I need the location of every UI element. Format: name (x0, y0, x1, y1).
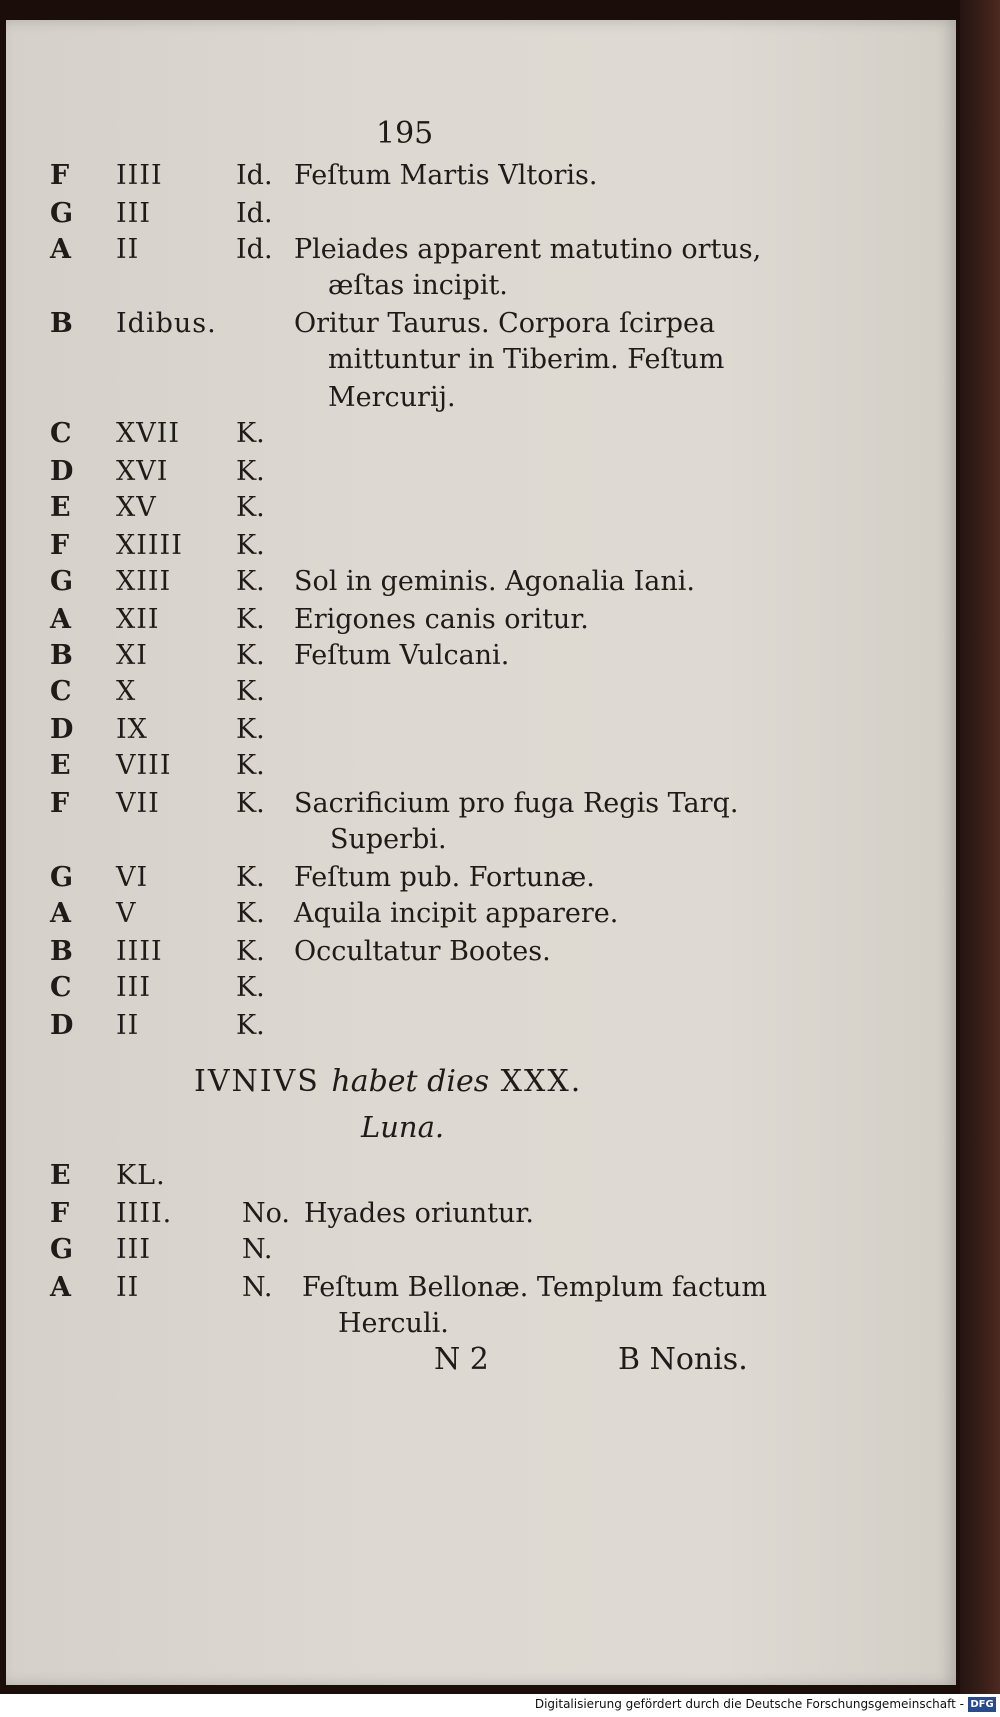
feast-text-continuation: Superbi. (330, 824, 447, 855)
dominical-letter: G (50, 198, 74, 229)
day-mark: K. (236, 640, 265, 671)
dominical-letter: F (50, 160, 70, 191)
day-numeral: III (116, 972, 151, 1003)
feast-text: Feſtum pub. Fortunæ. (294, 862, 595, 893)
day-numeral: XIIII (116, 530, 183, 561)
dominical-letter: G (50, 862, 74, 893)
day-numeral: XI (116, 640, 148, 671)
day-numeral: IIII. (116, 1198, 173, 1229)
dominical-letter: A (50, 898, 71, 929)
day-mark: K. (236, 456, 265, 487)
day-numeral: IIII (116, 160, 163, 191)
day-mark: No. (242, 1198, 290, 1229)
feast-text: Erigones canis oritur. (294, 604, 589, 635)
dfg-logo-icon: DFG (968, 1697, 996, 1712)
feast-text: Feſtum Bellonæ. Templum factum (302, 1272, 767, 1303)
feast-text-continuation: Mercurij. (328, 382, 456, 413)
dominical-letter: E (50, 750, 71, 781)
dominical-letter: C (50, 676, 72, 707)
day-mark: Id. (236, 160, 273, 191)
book-page (6, 20, 956, 1685)
feast-text: Hyades oriuntur. (304, 1198, 534, 1229)
day-mark: K. (236, 418, 265, 449)
feast-text: Sol in geminis. Agonalia Iani. (294, 566, 695, 597)
footer-bar (0, 1694, 1000, 1717)
day-mark: K. (236, 862, 265, 893)
day-mark: K. (236, 972, 265, 1003)
footer-credit: Digitalisierung gefördert durch die Deutsche Forschungsgemeinschaft - (534, 1697, 964, 1711)
signature-mark: N 2 (434, 1342, 489, 1377)
dominical-letter: A (50, 234, 71, 265)
dominical-letter: E (50, 492, 71, 523)
dominical-letter: F (50, 788, 70, 819)
dominical-letter: C (50, 972, 72, 1003)
day-mark: K. (236, 676, 265, 707)
day-numeral: XV (116, 492, 157, 523)
day-mark: K. (236, 788, 265, 819)
day-mark: K. (236, 530, 265, 561)
day-numeral: II (116, 1272, 140, 1303)
day-mark: K. (236, 750, 265, 781)
day-numeral: III (116, 1234, 151, 1265)
feast-text-continuation: æſtas incipit. (328, 270, 508, 301)
day-mark: K. (236, 566, 265, 597)
day-numeral: VIII (116, 750, 172, 781)
month-days: XXX. (500, 1064, 583, 1099)
dominical-letter: A (50, 1272, 71, 1303)
day-mark: N. (242, 1234, 273, 1265)
feast-text: Sacrificium pro fuga Regis Tarq. (294, 788, 739, 819)
day-numeral: IIII (116, 936, 163, 967)
feast-text-continuation: mittuntur in Tiberim. Feſtum (328, 344, 725, 375)
day-numeral: VI (116, 862, 149, 893)
luna-heading: Luna. (361, 1110, 445, 1144)
day-numeral: VII (116, 788, 160, 819)
day-mark: K. (236, 1010, 265, 1041)
day-numeral: V (116, 898, 137, 929)
dominical-letter: B (50, 308, 73, 339)
dominical-letter: A (50, 604, 71, 635)
day-numeral: IX (116, 714, 148, 745)
dominical-letter: F (50, 530, 70, 561)
day-mark: N. (242, 1272, 273, 1303)
day-numeral: XVII (116, 418, 181, 449)
dominical-letter: G (50, 566, 74, 597)
day-numeral: XII (116, 604, 160, 635)
feast-text: Pleiades apparent matutino ortus, (294, 234, 762, 265)
book-edge (960, 0, 1000, 1717)
dominical-letter: D (50, 456, 74, 487)
day-numeral: II (116, 234, 140, 265)
page-number: 195 (376, 116, 434, 151)
month-name: IVNIVS (194, 1064, 320, 1099)
day-mark: K. (236, 604, 265, 635)
dominical-letter: B (50, 936, 73, 967)
day-numeral: III (116, 198, 151, 229)
feast-text: Oritur Taurus. Corpora ſcirpea (294, 308, 716, 339)
dominical-letter: F (50, 1198, 70, 1229)
catchword: B Nonis. (618, 1342, 748, 1377)
dominical-letter: D (50, 714, 74, 745)
day-numeral: II (116, 1010, 140, 1041)
day-numeral: X (116, 676, 137, 707)
day-mark: K. (236, 898, 265, 929)
dominical-letter: E (50, 1160, 71, 1191)
day-mark: K. (236, 936, 265, 967)
day-numeral: Idibus. (116, 308, 217, 339)
month-phrase: habet dies (331, 1064, 490, 1099)
day-mark: K. (236, 714, 265, 745)
feast-text-continuation: Herculi. (338, 1308, 449, 1339)
day-numeral: XIII (116, 566, 172, 597)
dominical-letter: G (50, 1234, 74, 1265)
feast-text: Occultatur Bootes. (294, 936, 551, 967)
feast-text: Feſtum Vulcani. (294, 640, 510, 671)
day-mark: K. (236, 492, 265, 523)
day-mark: Id. (236, 198, 273, 229)
day-mark: Id. (236, 234, 273, 265)
feast-text: Aquila incipit apparere. (294, 898, 619, 929)
day-numeral: KL. (116, 1160, 166, 1191)
month-heading (194, 1064, 582, 1099)
dominical-letter: D (50, 1010, 74, 1041)
dominical-letter: B (50, 640, 73, 671)
dominical-letter: C (50, 418, 72, 449)
feast-text: Feſtum Martis Vltoris. (294, 160, 598, 191)
day-numeral: XVI (116, 456, 169, 487)
